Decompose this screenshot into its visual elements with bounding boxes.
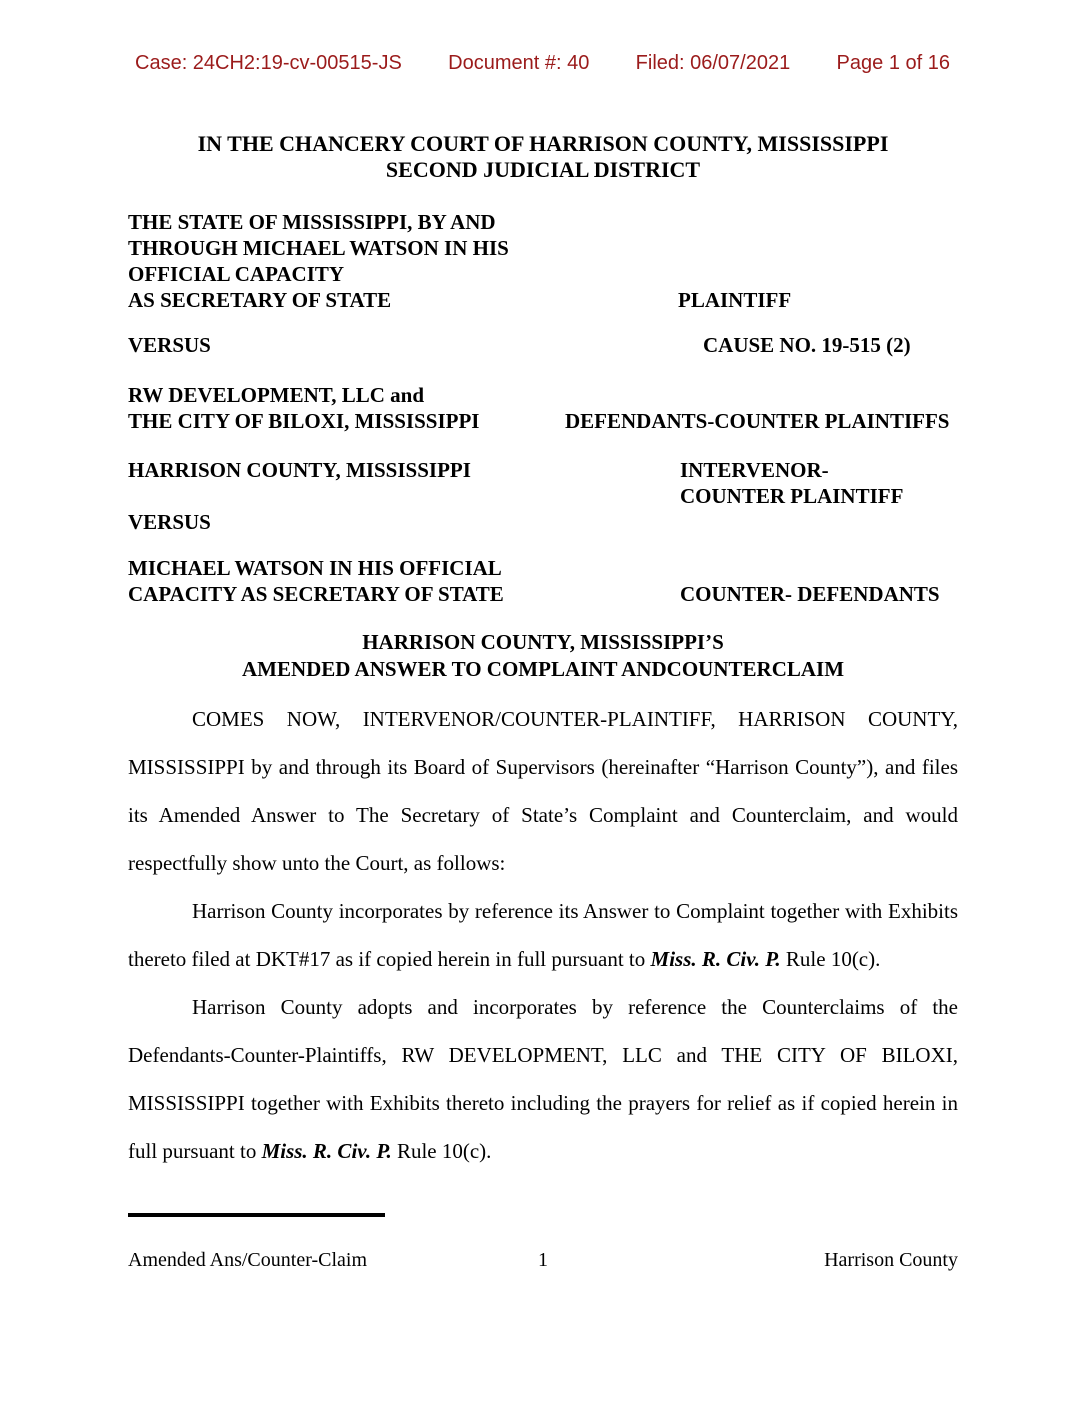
page-number: 1 <box>538 1249 548 1271</box>
ecf-page-count: Page 1 of 16 <box>836 52 950 74</box>
intervenor-role-line2: COUNTER PLAINTIFF <box>680 484 904 508</box>
ecf-stamp <box>128 52 958 75</box>
counter-defendants-role-label: COUNTER- DEFENDANTS <box>680 582 940 606</box>
pleading-heading <box>128 629 958 683</box>
pleading-heading-line1: HARRISON COUNTY, MISSISSIPPI’S <box>362 630 724 654</box>
defendants-role-label: DEFENDANTS-COUNTER PLAINTIFFS <box>565 409 950 433</box>
footnote-separator-line <box>128 1213 385 1217</box>
versus-line-1 <box>128 332 958 358</box>
plaintiff-name-line2: THROUGH MICHAEL WATSON IN HIS <box>128 236 509 260</box>
defendant-name-line2 <box>128 408 958 434</box>
counter-defendant-name-line2 <box>128 581 958 607</box>
defendant-name-line2-text: THE CITY OF BILOXI, MISSISSIPPI <box>128 409 480 433</box>
body-paragraph-3-tail: Rule 10(c). <box>391 1139 492 1163</box>
plaintiff-name-line3: OFFICIAL CAPACITY <box>128 262 345 286</box>
versus-text-1: VERSUS <box>128 333 211 357</box>
counter-defendant-name-line1: MICHAEL WATSON IN HIS OFFICIAL <box>128 556 502 580</box>
case-caption <box>128 209 958 607</box>
body-paragraph-2-tail: Rule 10(c). <box>780 947 881 971</box>
plaintiff-name-line1: THE STATE OF MISSISSIPPI, BY AND <box>128 210 496 234</box>
body-paragraph-2-text: Harrison County incorporates by reference its Answer to Complaint together with Exhibits thereto filed at DKT#17 as if copied herein in full pursuant to <box>128 899 958 971</box>
cause-number: CAUSE NO. 19-515 (2) <box>703 333 911 357</box>
rule-citation-2: Miss. R. Civ. P. <box>261 1139 392 1163</box>
pleading-body <box>128 695 958 1175</box>
ecf-document-number: Document #: 40 <box>448 52 590 74</box>
intervenor-name-text: HARRISON COUNTY, MISSISSIPPI <box>128 458 471 482</box>
counter-defendant-name-line2-text: CAPACITY AS SECRETARY OF STATE <box>128 582 504 606</box>
footer-document-title: Amended Ans/Counter-Claim <box>128 1249 368 1271</box>
plaintiff-name-line4-text: AS SECRETARY OF STATE <box>128 288 392 312</box>
ecf-case-number: Case: 24CH2:19-cv-00515-JS <box>135 52 402 74</box>
body-paragraph-3-text: Harrison County adopts and incorporates by reference the Counterclaims of the Defendants-Counter-Plaintiffs, RW DEVELOPMENT, LLC and THE CITY OF BILOXI, MISSISSIPPI together with Exhibits thereto including the prayers for relief as if copied herein in full pursuant to <box>128 995 958 1163</box>
body-paragraph-2 <box>128 887 958 983</box>
versus-line-2: VERSUS <box>128 510 211 534</box>
court-title-line2: SECOND JUDICIAL DISTRICT <box>385 157 701 182</box>
court-title <box>128 131 958 183</box>
body-paragraph-1: COMES NOW, INTERVENOR/COUNTER-PLAINTIFF, HARRISON COUNTY, MISSISSIPPI by and through its Board of Supervisors (hereinafter “Harrison County”), and files its Amended Answer to The Secretary of State’s Complaint and Counterclaim, and would respectfully show unto the Court, as follows: <box>128 707 958 875</box>
body-paragraph-3 <box>128 983 958 1175</box>
ecf-filed-date: Filed: 06/07/2021 <box>635 52 791 74</box>
defendant-name-line1: RW DEVELOPMENT, LLC and <box>128 383 425 407</box>
intervenor-role-line1: INTERVENOR- <box>680 458 829 482</box>
rule-citation-1: Miss. R. Civ. P. <box>650 947 781 971</box>
plaintiff-name-line4 <box>128 287 958 313</box>
court-title-line1: IN THE CHANCERY COURT OF HARRISON COUNTY, MISSISSIPPI <box>197 131 889 156</box>
footer-party-name: Harrison County <box>824 1249 958 1271</box>
pleading-heading-line2: AMENDED ANSWER TO COMPLAINT ANDCOUNTERCLAIM <box>241 657 845 681</box>
page-footer <box>128 1249 958 1272</box>
intervenor-name-line <box>128 457 958 483</box>
plaintiff-role-label: PLAINTIFF <box>678 288 792 312</box>
intervenor-role-row2 <box>128 483 958 509</box>
